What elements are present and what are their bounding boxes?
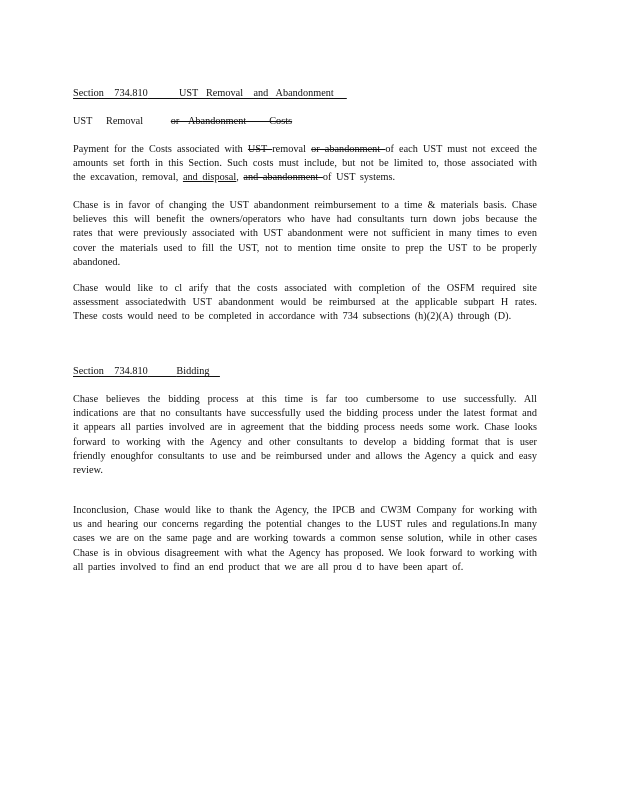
time-materials-paragraph: Chase is in favor of changing the UST abandonment reimbursement to a time & materials basis. Chase believes this will benefit the owners/operators who have had consultants turn down jobs because the rates that were previously associated with UST abandonment were not sufficient in many times to even cover the materials used to fill the UST, not to mention time onsite to prep the UST to be properly abandoned.	[73, 200, 537, 268]
section-734-810-bidding-heading	[73, 366, 220, 377]
removal-costs-subheading	[73, 116, 292, 127]
heading-title: UST Removal and Abandonment	[178, 88, 347, 99]
paragraph-text: of each UST must not exceed the amounts set forth in this Section. Such costs must include, but not be limited to, those associated with the excavation, removal,	[73, 144, 538, 184]
osfm-assessment-paragraph: Chase would like to cl arify that the costs associated with completion of the OSFM required site assessment associatedwith UST abandonment would be reimbursed at the applicable subpart H rates. These costs would need to be completed in accordance with 734 subsections (h)(2)(A) through (D).	[73, 283, 537, 323]
paragraph-text: ,	[236, 172, 244, 184]
heading-number: Section 734.810	[73, 366, 148, 377]
heading-gap	[148, 366, 177, 377]
underlined-text: and	[182, 172, 203, 184]
struck-text: and abandonment	[243, 172, 323, 184]
heading-number: Section 734.810	[73, 88, 148, 99]
struck-text: UST	[247, 144, 273, 155]
conclusion-paragraph: Inconclusion, Chase would like to thank the Agency, the IPCB and CW3M Company for working with us and hearing our concerns regarding the potential changes to the LUST rules and regulations.In many cases we are on the same page and are working towards a common sense solution, while in other cases Chase is in obvious disagreement with what the Agency has proposed. We look forward to working with all parties involved to find an end product that we are all prou d to have been apart of.	[73, 505, 537, 573]
subheading-text: UST Removal	[73, 116, 144, 127]
struck-text: or Abandonment Costs	[170, 116, 293, 127]
bidding-process-paragraph: Chase believes the bidding process at this time is far too cumbersome to use successfully. All indications are that no consultants have successfully used the bidding process under the latest format and it appears all parties involved are in agreement that the bidding process needs some work. Chase looks forward to working with the Agency and other consultants to develop a bidding format that is user friendly enoughfor consultants to use and be reimbursed under and allows the Agency a quick and easy review.	[73, 394, 537, 477]
paragraph-text: removal	[272, 144, 312, 155]
heading-gap	[148, 88, 179, 99]
section-734-810-removal-heading	[73, 88, 347, 99]
heading-title: Bidding	[176, 366, 220, 377]
paragraph-text: Payment for the Costs associated with	[73, 144, 248, 155]
paragraph-text: of UST systems.	[322, 172, 396, 184]
underlined-text: disposal	[202, 172, 237, 184]
payment-paragraph	[73, 143, 537, 186]
struck-text: or abandonment	[311, 144, 386, 155]
